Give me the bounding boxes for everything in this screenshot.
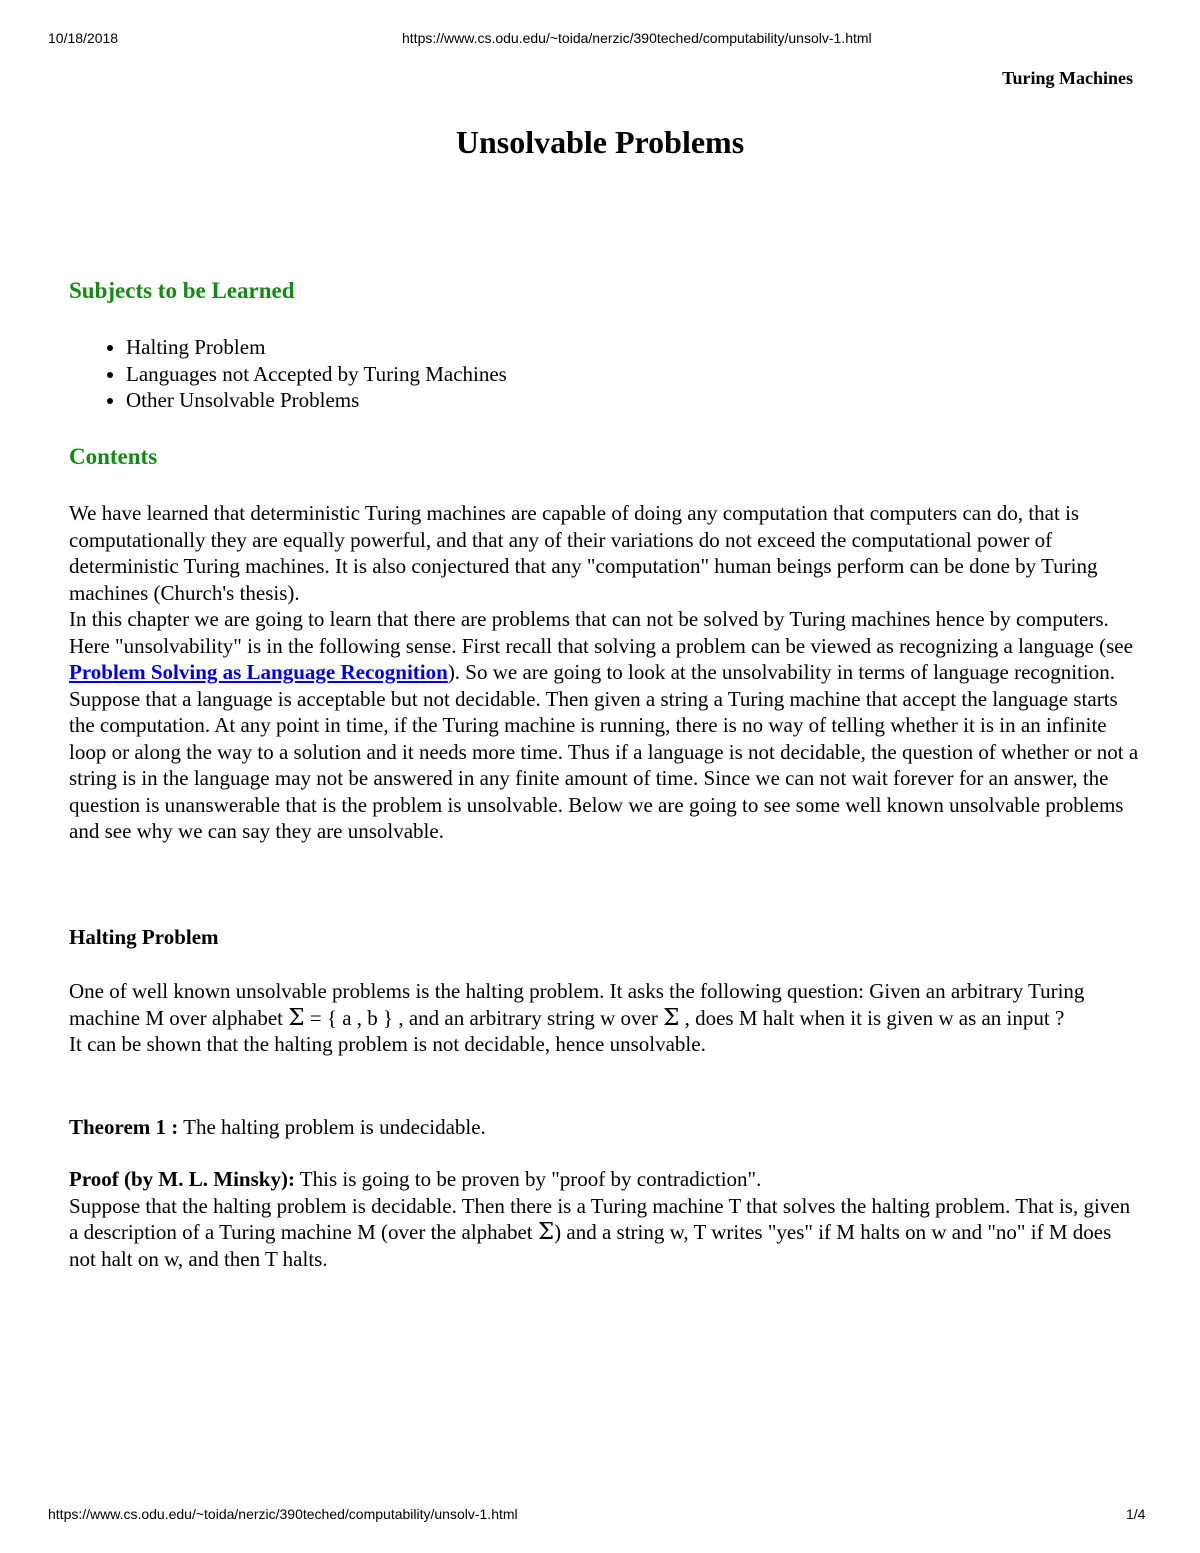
sigma-symbol: Σ <box>537 1219 555 1245</box>
list-item: • Halting Problem <box>126 334 507 361</box>
subjects-list <box>69 334 507 414</box>
theorem-1 <box>69 1114 1139 1141</box>
proof-label: Proof (by M. L. Minsky): <box>69 1167 295 1191</box>
language-recognition-link[interactable]: Problem Solving as Language Recognition <box>69 660 448 684</box>
page-number: 1/4 <box>1126 1506 1146 1522</box>
intro-text <box>69 500 1139 845</box>
section-label: Turing Machines <box>1002 68 1133 88</box>
page-title: Unsolvable Problems <box>455 124 745 160</box>
halting-paragraph-2: It can be shown that the halting problem is not decidable, hence unsolvable. <box>69 1032 706 1056</box>
footer-url: https://www.cs.odu.edu/~toida/nerzic/390teched/computability/unsolv-1.html <box>48 1506 518 1522</box>
theorem-label: Theorem 1 : <box>69 1115 179 1139</box>
print-url: https://www.cs.odu.edu/~toida/nerzic/390teched/computability/unsolv-1.html <box>402 30 872 46</box>
theorem-text: The halting problem is undecidable. <box>178 1115 486 1139</box>
intro-paragraph-1: We have learned that deterministic Turing machines are capable of doing any computation that computers can do, that is computationally they are equally powerful, and that any of their variations do not exceed the computational power of deterministic Turing machines. It is also conjectured that any "computation" human beings perform can be done by Turing machines (Church's thesis). <box>69 501 1098 605</box>
sigma-symbol: Σ <box>288 1004 305 1031</box>
halting-text <box>69 978 1139 1058</box>
print-date: 10/18/2018 <box>48 30 119 46</box>
halting-paragraph-1: One of well known unsolvable problems is the halting problem. It asks the following question: Given an arbitrary Turing machine M over alphabet Σ = { a , b } , and an arbitrary string w over Σ , does M halt when it is given w as an input ? <box>69 979 1085 1031</box>
list-item: • Languages not Accepted by Turing Machines <box>126 361 507 388</box>
halting-heading: Halting Problem <box>69 925 219 949</box>
intro-paragraph-2: In this chapter we are going to learn that there are problems that can not be solved by Turing machines hence by computers. Here "unsolvability" is in the following sense. First recall that solving a problem can be viewed as recognizing a language (see Problem Solving as Language Recognition). So we are going to look at the unsolvability in terms of language recognition. Suppose that a language is acceptable but not decidable. Then given a string a Turing machine that accept the language starts the computation. At any point in time, if the Turing machine is running, there is no way of telling whether it is in an infinite loop or along the way to a solution and it needs more time. Thus if a language is not decidable, the question of whether or not a string is in the language may not be answered in any finite amount of time. Since we can not wait forever for an answer, the question is unanswerable that is the problem is unsolvable. Below we are going to see some well known unsolvable problems and see why we can say they are unsolvable. <box>69 607 1139 843</box>
sigma-symbol: Σ <box>663 1004 680 1031</box>
proof: Proof (by M. L. Minsky): This is going to be proven by "proof by contradiction". Suppose that the halting problem is decidable. Then there is a Turing machine T that solves the halting problem. That is, given a description of a Turing machine M (over the alphabet Σ) and a string w, T writes "yes" if M halts on w and "no" if M does not halt on w, and then T halts. <box>69 1167 1131 1271</box>
list-item: • Other Unsolvable Problems <box>126 387 507 414</box>
subjects-heading: Subjects to be Learned <box>69 278 295 303</box>
contents-heading: Contents <box>69 444 158 469</box>
